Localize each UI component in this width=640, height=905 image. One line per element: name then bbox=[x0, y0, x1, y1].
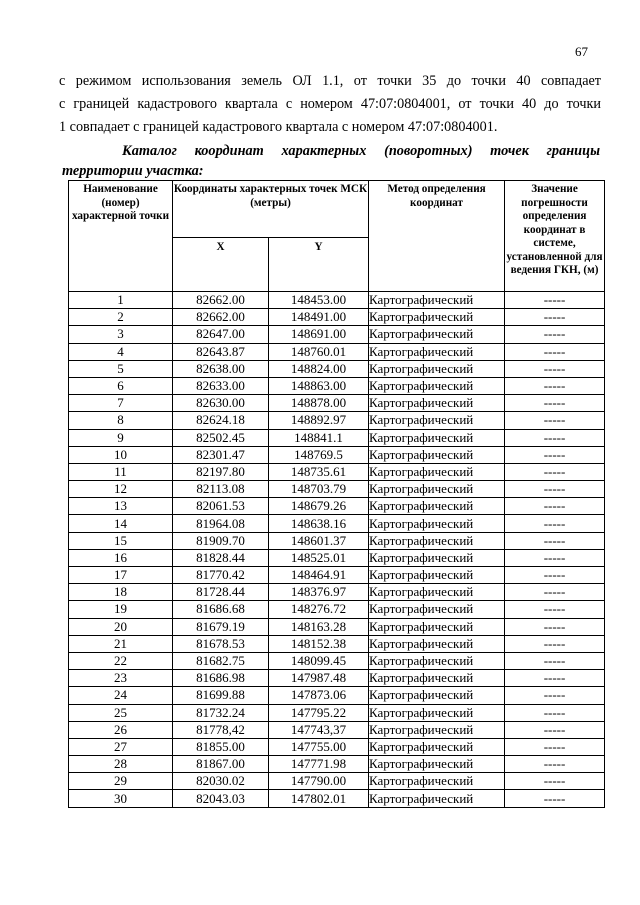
table-row bbox=[69, 429, 605, 446]
y-coordinate-cell: 148376.97 bbox=[269, 584, 369, 601]
x-coordinate-cell: 81678.53 bbox=[173, 635, 269, 652]
x-coordinate-cell: 81867.00 bbox=[173, 756, 269, 773]
method-cell: Картографический bbox=[369, 463, 505, 480]
method-cell: Картографический bbox=[369, 446, 505, 463]
y-coordinate-cell: 148525.01 bbox=[269, 549, 369, 566]
method-cell: Картографический bbox=[369, 360, 505, 377]
error-cell: ----- bbox=[505, 463, 605, 480]
y-coordinate-cell: 147743,37 bbox=[269, 721, 369, 738]
point-number-cell: 10 bbox=[69, 446, 173, 463]
y-coordinate-cell: 148464.91 bbox=[269, 567, 369, 584]
table-row bbox=[69, 532, 605, 549]
table-row bbox=[69, 515, 605, 532]
method-cell: Картографический bbox=[369, 515, 505, 532]
method-cell: Картографический bbox=[369, 601, 505, 618]
x-coordinate-cell: 82197.80 bbox=[173, 463, 269, 480]
x-coordinate-cell: 82030.02 bbox=[173, 773, 269, 790]
y-coordinate-cell: 148863.00 bbox=[269, 377, 369, 394]
error-cell: ----- bbox=[505, 532, 605, 549]
y-coordinate-cell: 148601.37 bbox=[269, 532, 369, 549]
y-coordinate-cell: 148491.00 bbox=[269, 309, 369, 326]
error-cell: ----- bbox=[505, 601, 605, 618]
point-number-cell: 17 bbox=[69, 567, 173, 584]
table-row bbox=[69, 652, 605, 669]
method-cell: Картографический bbox=[369, 584, 505, 601]
error-cell: ----- bbox=[505, 446, 605, 463]
method-cell: Картографический bbox=[369, 635, 505, 652]
method-cell: Картографический bbox=[369, 292, 505, 309]
error-cell: ----- bbox=[505, 481, 605, 498]
x-coordinate-cell: 81778,42 bbox=[173, 721, 269, 738]
caption-line: территории участка: bbox=[62, 163, 204, 179]
point-number-cell: 9 bbox=[69, 429, 173, 446]
table-row bbox=[69, 584, 605, 601]
error-cell: ----- bbox=[505, 756, 605, 773]
error-cell: ----- bbox=[505, 687, 605, 704]
method-cell: Картографический bbox=[369, 326, 505, 343]
header-point-number: Наименование (номер) характерной точки bbox=[69, 181, 173, 292]
method-cell: Картографический bbox=[369, 738, 505, 755]
x-coordinate-cell: 81770.42 bbox=[173, 567, 269, 584]
x-coordinate-cell: 82633.00 bbox=[173, 377, 269, 394]
error-cell: ----- bbox=[505, 326, 605, 343]
table-row bbox=[69, 498, 605, 515]
method-cell: Картографический bbox=[369, 481, 505, 498]
x-coordinate-cell: 81855.00 bbox=[173, 738, 269, 755]
error-cell: ----- bbox=[505, 292, 605, 309]
y-coordinate-cell: 147795.22 bbox=[269, 704, 369, 721]
method-cell: Картографический bbox=[369, 395, 505, 412]
table-row bbox=[69, 567, 605, 584]
table-row bbox=[69, 756, 605, 773]
x-coordinate-cell: 82662.00 bbox=[173, 292, 269, 309]
point-number-cell: 13 bbox=[69, 498, 173, 515]
intro-line: с режимом использования земель ОЛ 1.1, от точки 35 до точки 40 совпадает bbox=[59, 73, 601, 89]
coordinates-table bbox=[68, 180, 605, 808]
error-cell: ----- bbox=[505, 652, 605, 669]
y-coordinate-cell: 148703.79 bbox=[269, 481, 369, 498]
method-cell: Картографический bbox=[369, 618, 505, 635]
x-coordinate-cell: 81728.44 bbox=[173, 584, 269, 601]
error-cell: ----- bbox=[505, 343, 605, 360]
error-cell: ----- bbox=[505, 429, 605, 446]
y-coordinate-cell: 148679.26 bbox=[269, 498, 369, 515]
table-row bbox=[69, 721, 605, 738]
point-number-cell: 14 bbox=[69, 515, 173, 532]
y-coordinate-cell: 148841.1 bbox=[269, 429, 369, 446]
x-coordinate-cell: 82662.00 bbox=[173, 309, 269, 326]
method-cell: Картографический bbox=[369, 343, 505, 360]
table-row bbox=[69, 412, 605, 429]
error-cell: ----- bbox=[505, 515, 605, 532]
x-coordinate-cell: 82638.00 bbox=[173, 360, 269, 377]
point-number-cell: 16 bbox=[69, 549, 173, 566]
x-coordinate-cell: 82502.45 bbox=[173, 429, 269, 446]
point-number-cell: 19 bbox=[69, 601, 173, 618]
point-number-cell: 24 bbox=[69, 687, 173, 704]
page-number: 67 bbox=[575, 44, 588, 59]
x-coordinate-cell: 81679.19 bbox=[173, 618, 269, 635]
table-row bbox=[69, 601, 605, 618]
point-number-cell: 6 bbox=[69, 377, 173, 394]
point-number-cell: 12 bbox=[69, 481, 173, 498]
method-cell: Картографический bbox=[369, 549, 505, 566]
table-row bbox=[69, 773, 605, 790]
error-cell: ----- bbox=[505, 567, 605, 584]
y-coordinate-cell: 148152.38 bbox=[269, 635, 369, 652]
x-coordinate-cell: 81909.70 bbox=[173, 532, 269, 549]
point-number-cell: 7 bbox=[69, 395, 173, 412]
error-cell: ----- bbox=[505, 412, 605, 429]
x-coordinate-cell: 82301.47 bbox=[173, 446, 269, 463]
point-number-cell: 27 bbox=[69, 738, 173, 755]
table-row bbox=[69, 790, 605, 807]
point-number-cell: 22 bbox=[69, 652, 173, 669]
method-cell: Картографический bbox=[369, 687, 505, 704]
y-coordinate-cell: 148878.00 bbox=[269, 395, 369, 412]
error-cell: ----- bbox=[505, 360, 605, 377]
y-coordinate-cell: 147755.00 bbox=[269, 738, 369, 755]
error-cell: ----- bbox=[505, 704, 605, 721]
method-cell: Картографический bbox=[369, 532, 505, 549]
header-method: Метод определения координат bbox=[369, 181, 505, 292]
error-cell: ----- bbox=[505, 738, 605, 755]
table-row bbox=[69, 326, 605, 343]
point-number-cell: 3 bbox=[69, 326, 173, 343]
method-cell: Картографический bbox=[369, 652, 505, 669]
error-cell: ----- bbox=[505, 721, 605, 738]
intro-line: 1 совпадает с границей кадастрового квартала с номером 47:07:0804001. bbox=[59, 119, 498, 135]
y-coordinate-cell: 148163.28 bbox=[269, 618, 369, 635]
x-coordinate-cell: 81686.98 bbox=[173, 670, 269, 687]
y-coordinate-cell: 148691.00 bbox=[269, 326, 369, 343]
method-cell: Картографический bbox=[369, 756, 505, 773]
table-row bbox=[69, 481, 605, 498]
caption-line: Каталог координат характерных (поворотных) точек границы bbox=[122, 143, 600, 159]
table-row bbox=[69, 377, 605, 394]
point-number-cell: 28 bbox=[69, 756, 173, 773]
x-coordinate-cell: 82643.87 bbox=[173, 343, 269, 360]
table-row bbox=[69, 292, 605, 309]
error-cell: ----- bbox=[505, 635, 605, 652]
method-cell: Картографический bbox=[369, 429, 505, 446]
x-coordinate-cell: 82630.00 bbox=[173, 395, 269, 412]
y-coordinate-cell: 147873.06 bbox=[269, 687, 369, 704]
table-row bbox=[69, 738, 605, 755]
point-number-cell: 4 bbox=[69, 343, 173, 360]
table-row bbox=[69, 687, 605, 704]
table-row bbox=[69, 704, 605, 721]
x-coordinate-cell: 82043.03 bbox=[173, 790, 269, 807]
method-cell: Картографический bbox=[369, 309, 505, 326]
y-coordinate-cell: 148892.97 bbox=[269, 412, 369, 429]
error-cell: ----- bbox=[505, 498, 605, 515]
intro-paragraph bbox=[59, 70, 601, 139]
table-row bbox=[69, 670, 605, 687]
header-coordinates: Координаты характерных точек МСК (метры) bbox=[173, 181, 369, 238]
y-coordinate-cell: 148638.16 bbox=[269, 515, 369, 532]
header-x: X bbox=[173, 238, 269, 292]
x-coordinate-cell: 82647.00 bbox=[173, 326, 269, 343]
point-number-cell: 20 bbox=[69, 618, 173, 635]
point-number-cell: 11 bbox=[69, 463, 173, 480]
x-coordinate-cell: 81732.24 bbox=[173, 704, 269, 721]
point-number-cell: 8 bbox=[69, 412, 173, 429]
error-cell: ----- bbox=[505, 773, 605, 790]
point-number-cell: 29 bbox=[69, 773, 173, 790]
table-row bbox=[69, 360, 605, 377]
error-cell: ----- bbox=[505, 670, 605, 687]
y-coordinate-cell: 148453.00 bbox=[269, 292, 369, 309]
table-row bbox=[69, 446, 605, 463]
x-coordinate-cell: 82061.53 bbox=[173, 498, 269, 515]
y-coordinate-cell: 148735.61 bbox=[269, 463, 369, 480]
y-coordinate-cell: 148769.5 bbox=[269, 446, 369, 463]
table-body bbox=[69, 292, 605, 808]
y-coordinate-cell: 148760.01 bbox=[269, 343, 369, 360]
method-cell: Картографический bbox=[369, 670, 505, 687]
table-row bbox=[69, 635, 605, 652]
y-coordinate-cell: 147802.01 bbox=[269, 790, 369, 807]
table-row bbox=[69, 463, 605, 480]
method-cell: Картографический bbox=[369, 567, 505, 584]
x-coordinate-cell: 82113.08 bbox=[173, 481, 269, 498]
x-coordinate-cell: 81964.08 bbox=[173, 515, 269, 532]
intro-line: с границей кадастрового квартала с номером 47:07:0804001, от точки 40 до точки bbox=[59, 96, 601, 112]
point-number-cell: 2 bbox=[69, 309, 173, 326]
point-number-cell: 23 bbox=[69, 670, 173, 687]
x-coordinate-cell: 81686.68 bbox=[173, 601, 269, 618]
y-coordinate-cell: 148276.72 bbox=[269, 601, 369, 618]
table-row bbox=[69, 549, 605, 566]
y-coordinate-cell: 147987.48 bbox=[269, 670, 369, 687]
table-row bbox=[69, 309, 605, 326]
method-cell: Картографический bbox=[369, 498, 505, 515]
method-cell: Картографический bbox=[369, 412, 505, 429]
point-number-cell: 18 bbox=[69, 584, 173, 601]
x-coordinate-cell: 81828.44 bbox=[173, 549, 269, 566]
x-coordinate-cell: 81699.88 bbox=[173, 687, 269, 704]
method-cell: Картографический bbox=[369, 704, 505, 721]
method-cell: Картографический bbox=[369, 773, 505, 790]
method-cell: Картографический bbox=[369, 790, 505, 807]
point-number-cell: 15 bbox=[69, 532, 173, 549]
header-error: Значение погрешности определения координат в системе, установленной для ведения ГКН, (м) bbox=[505, 181, 605, 292]
table-row bbox=[69, 395, 605, 412]
method-cell: Картографический bbox=[369, 721, 505, 738]
error-cell: ----- bbox=[505, 395, 605, 412]
header-y: Y bbox=[269, 238, 369, 292]
table-row bbox=[69, 343, 605, 360]
x-coordinate-cell: 81682.75 bbox=[173, 652, 269, 669]
y-coordinate-cell: 148099.45 bbox=[269, 652, 369, 669]
error-cell: ----- bbox=[505, 309, 605, 326]
point-number-cell: 1 bbox=[69, 292, 173, 309]
point-number-cell: 5 bbox=[69, 360, 173, 377]
error-cell: ----- bbox=[505, 549, 605, 566]
error-cell: ----- bbox=[505, 790, 605, 807]
point-number-cell: 26 bbox=[69, 721, 173, 738]
error-cell: ----- bbox=[505, 584, 605, 601]
y-coordinate-cell: 148824.00 bbox=[269, 360, 369, 377]
error-cell: ----- bbox=[505, 377, 605, 394]
error-cell: ----- bbox=[505, 618, 605, 635]
x-coordinate-cell: 82624.18 bbox=[173, 412, 269, 429]
y-coordinate-cell: 147790.00 bbox=[269, 773, 369, 790]
point-number-cell: 30 bbox=[69, 790, 173, 807]
table-row bbox=[69, 618, 605, 635]
table-caption bbox=[62, 141, 600, 181]
y-coordinate-cell: 147771.98 bbox=[269, 756, 369, 773]
point-number-cell: 21 bbox=[69, 635, 173, 652]
point-number-cell: 25 bbox=[69, 704, 173, 721]
method-cell: Картографический bbox=[369, 377, 505, 394]
